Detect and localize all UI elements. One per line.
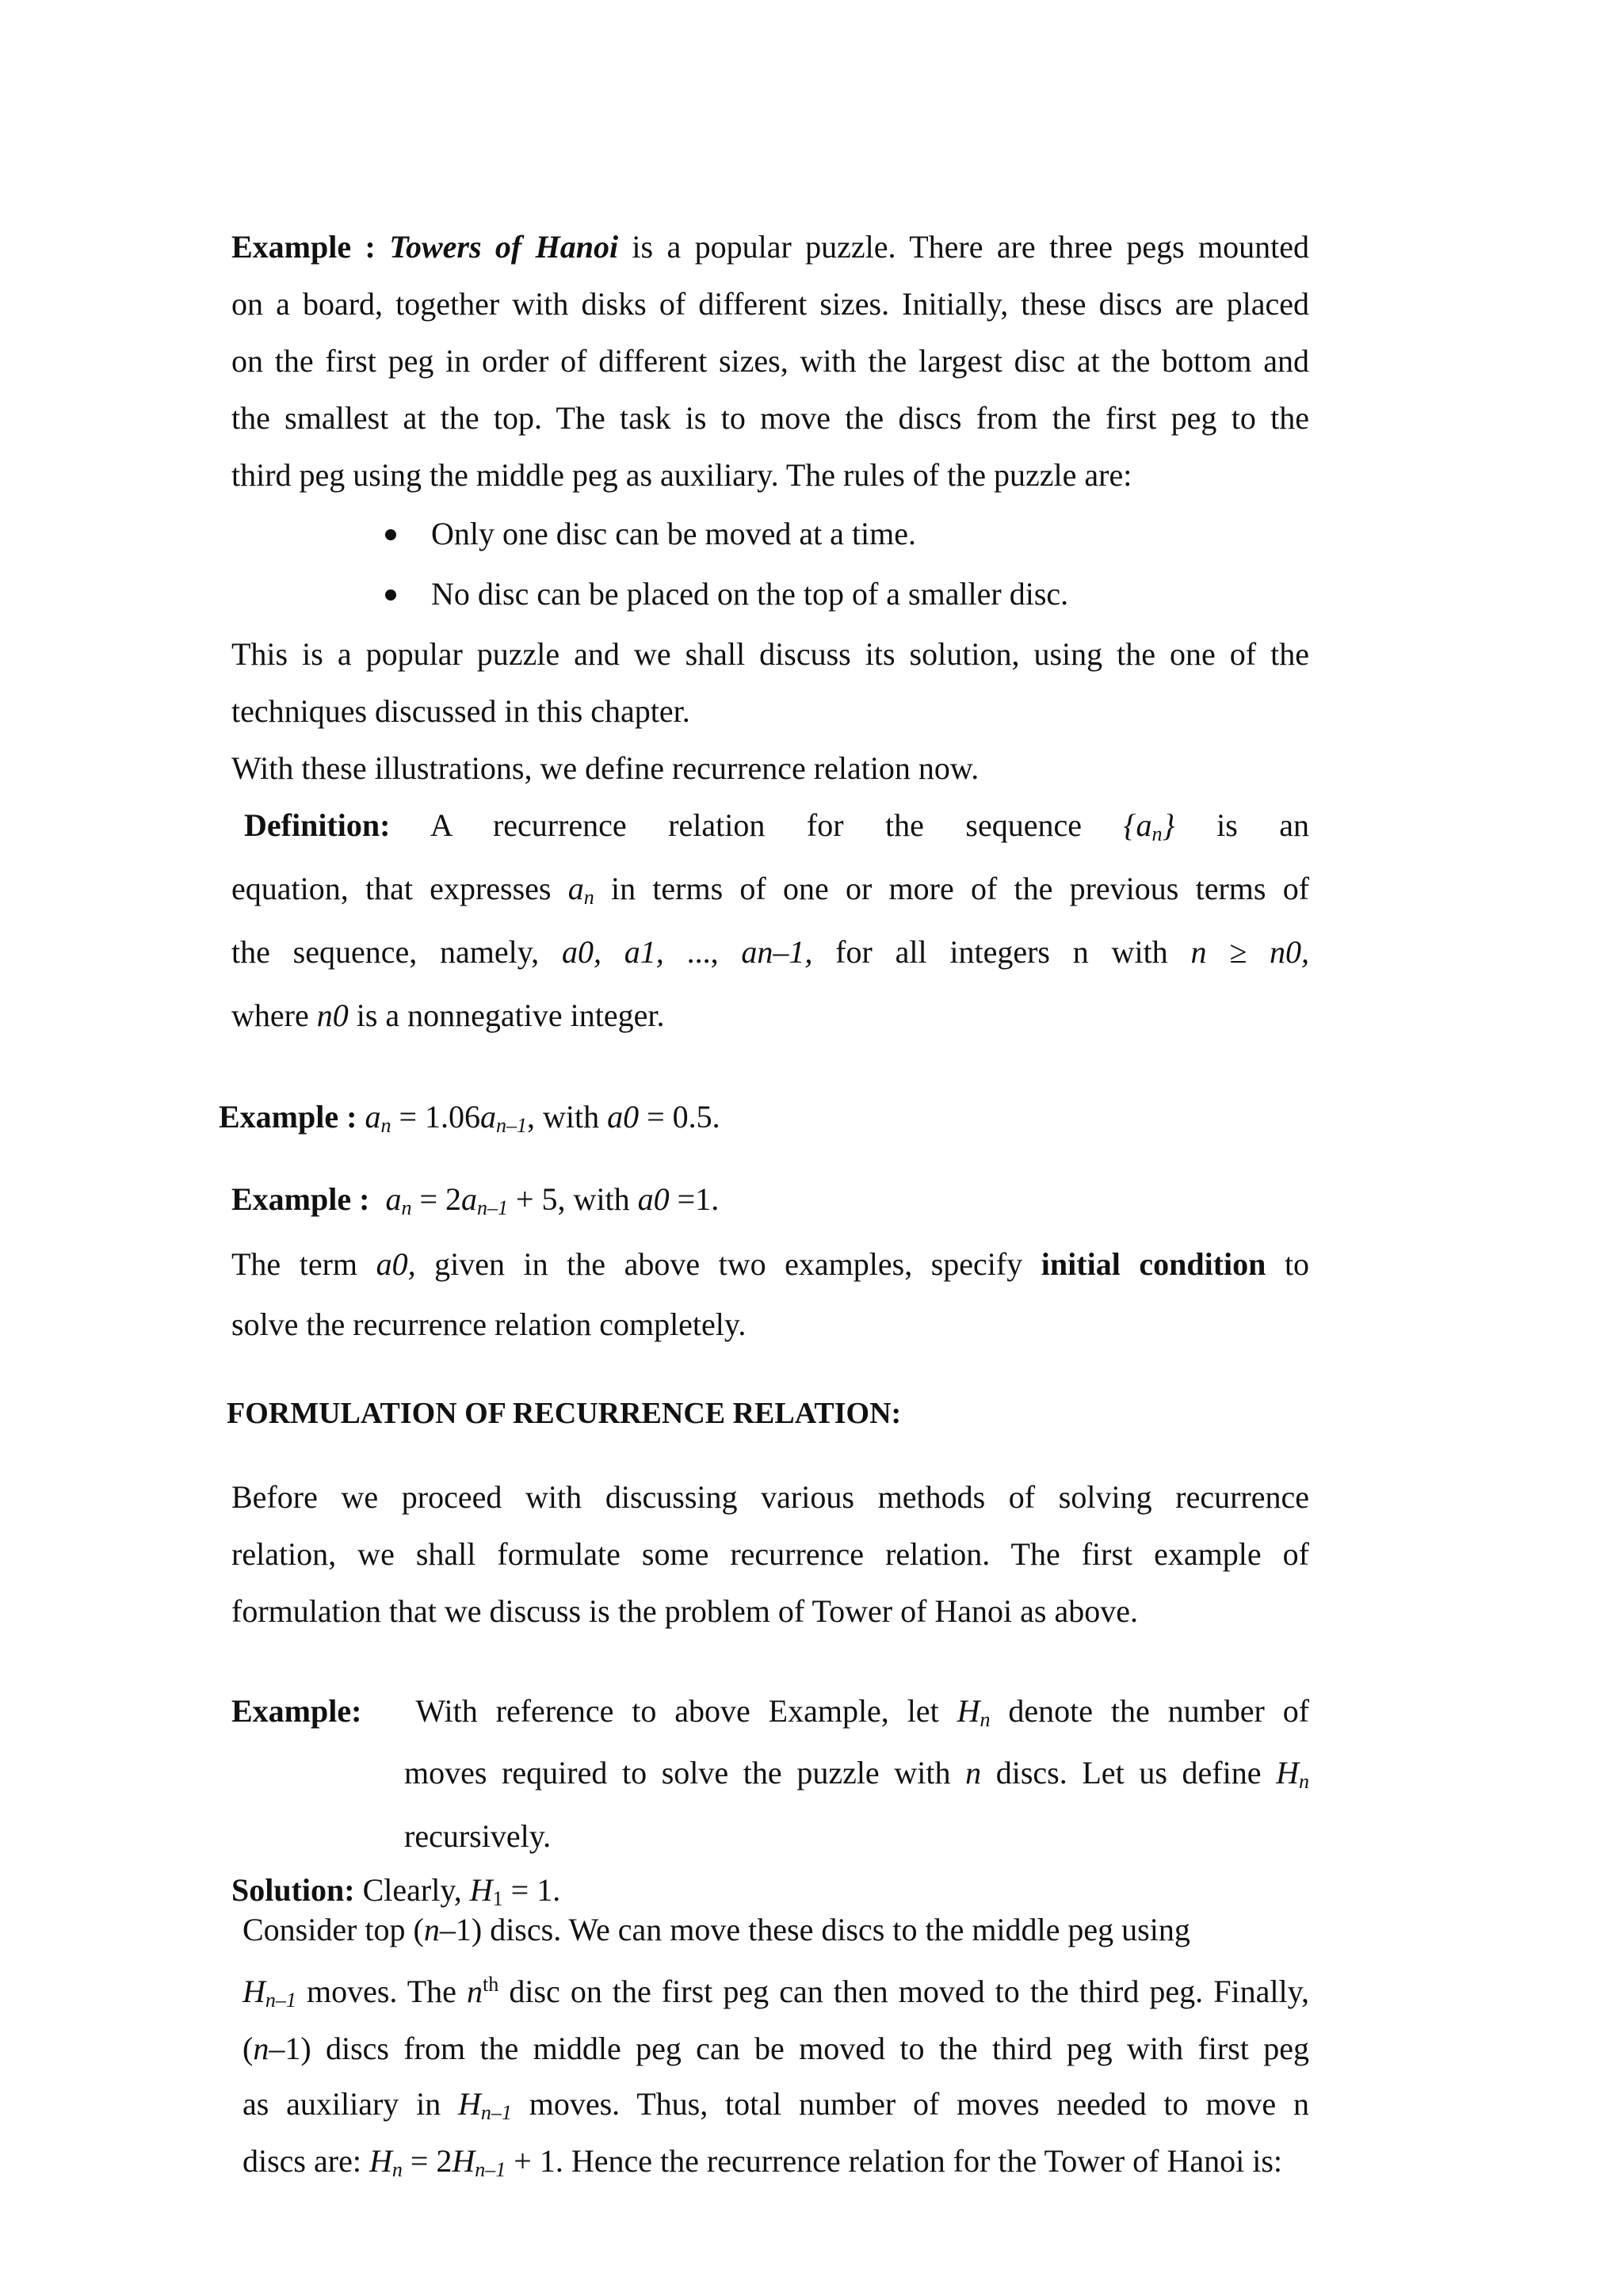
definition-line-4: where n0 is a nonnegative integer. [231, 997, 665, 1033]
p1-line-4: the smallest at the top. The task is to move the discs from the first peg to the [231, 400, 1309, 436]
example-3-line-3: recursively. [404, 1818, 552, 1854]
definition-line-1 [244, 807, 1309, 845]
hn-symbol: $H_n$ [1276, 1755, 1309, 1793]
solution-line: Solution: Clearly, $H_1 = 1$. [231, 1872, 561, 1910]
p2-line-1: This is a popular puzzle and we shall discuss its solution, using the one of the [231, 636, 1309, 672]
p5-line-1: Before we proceed with discussing various methods of solving recurrence [231, 1479, 1309, 1515]
sequence-symbol: $\{a_n\}$ [1123, 807, 1175, 845]
example-1: Example : $a_n = 1.06a_{n-1}$, with a0 = 0.5. [219, 1099, 720, 1137]
example-3-line-2: moves required to solve the puzzle with n discs. Let us define $H_n$ [404, 1755, 1309, 1793]
an-symbol: $a_n$ [567, 871, 594, 909]
definition-text: A recurrence relation for the sequence [430, 807, 1083, 843]
p6-line-3: (n–1) discs from the middle peg can be moved to the third peg with first peg [242, 2031, 1309, 2066]
p1-text: is a popular puzzle. There are three pegs mounted [618, 229, 1310, 265]
p1-line-2: on a board, together with disks of different sizes. Initially, these discs are placed [231, 286, 1309, 322]
p4-line-2: solve the recurrence relation completely. [231, 1306, 747, 1342]
section-heading: FORMULATION OF RECURRENCE RELATION: [227, 1397, 902, 1430]
definition-label: Definition: [244, 807, 391, 843]
p6-line-5: discs are: $H_n = 2H_{n-1} + 1$. Hence the recurrence relation for the Tower of Hanoi is: [242, 2143, 1283, 2181]
hn-symbol: $H_n$ [957, 1693, 991, 1731]
definition-line-3: the sequence, namely, a0, a1, ..., an–1, for all integers n with n ≥ n0, [231, 934, 1310, 970]
bullet-icon [384, 575, 399, 613]
definition-text-end: is an [1216, 807, 1310, 843]
example-label: Example : [231, 1181, 370, 1217]
p6-line-2: $H_{n-1}$ moves. The $n^{th}$ disc on the first peg can then moved to the third peg. Finally, [242, 1973, 1309, 2012]
p5-line-2: relation, we shall formulate some recurrence relation. The first example of [231, 1536, 1309, 1572]
p3-line: With these illustrations, we define recurrence relation now. [231, 750, 980, 786]
bullet-icon [384, 515, 399, 553]
initial-condition-term: initial condition [1041, 1246, 1266, 1282]
example-2: Example : $a_n = 2a_{n-1} + 5$, with a0 =1. [231, 1181, 720, 1219]
p6-line-4: as auxiliary in $H_{n-1}$ moves. Thus, total number of moves needed to move n [242, 2086, 1309, 2124]
p2-line-2: techniques discussed in this chapter. [231, 693, 690, 729]
example-label: Example: [231, 1693, 362, 1729]
example-label: Example : [219, 1099, 357, 1135]
p1-line-1 [231, 228, 1309, 266]
rule-item: Only one disc can be moved at a time. [431, 516, 917, 551]
p6-line-1: Consider top (n–1) discs. We can move these discs to the middle peg using [242, 1912, 1190, 1947]
towers-title: Towers of Hanoi [389, 229, 619, 265]
definition-line-2: equation, that expresses $a_n$ in terms of one or more of the previous terms of [231, 871, 1310, 909]
example-label: Example : [231, 229, 376, 265]
hn1-symbol: $H_{n-1}$ [458, 2086, 512, 2124]
p1-line-3: on the first peg in order of different sizes, with the largest disc at the bottom and [231, 343, 1309, 379]
solution-label: Solution: [231, 1872, 355, 1908]
p5-line-3: formulation that we discuss is the problem of Tower of Hanoi as above. [231, 1593, 1138, 1629]
p1-line-5: third peg using the middle peg as auxiliary. The rules of the puzzle are: [231, 457, 1132, 493]
p4-line-1: The term a0, given in the above two examples, specify initial condition to [231, 1246, 1310, 1282]
rule-item: No disc can be placed on the top of a smaller disc. [431, 576, 1069, 612]
example-3-line-1: Example: With reference to above Example, let $H_n$ denote the number of [231, 1693, 1310, 1731]
